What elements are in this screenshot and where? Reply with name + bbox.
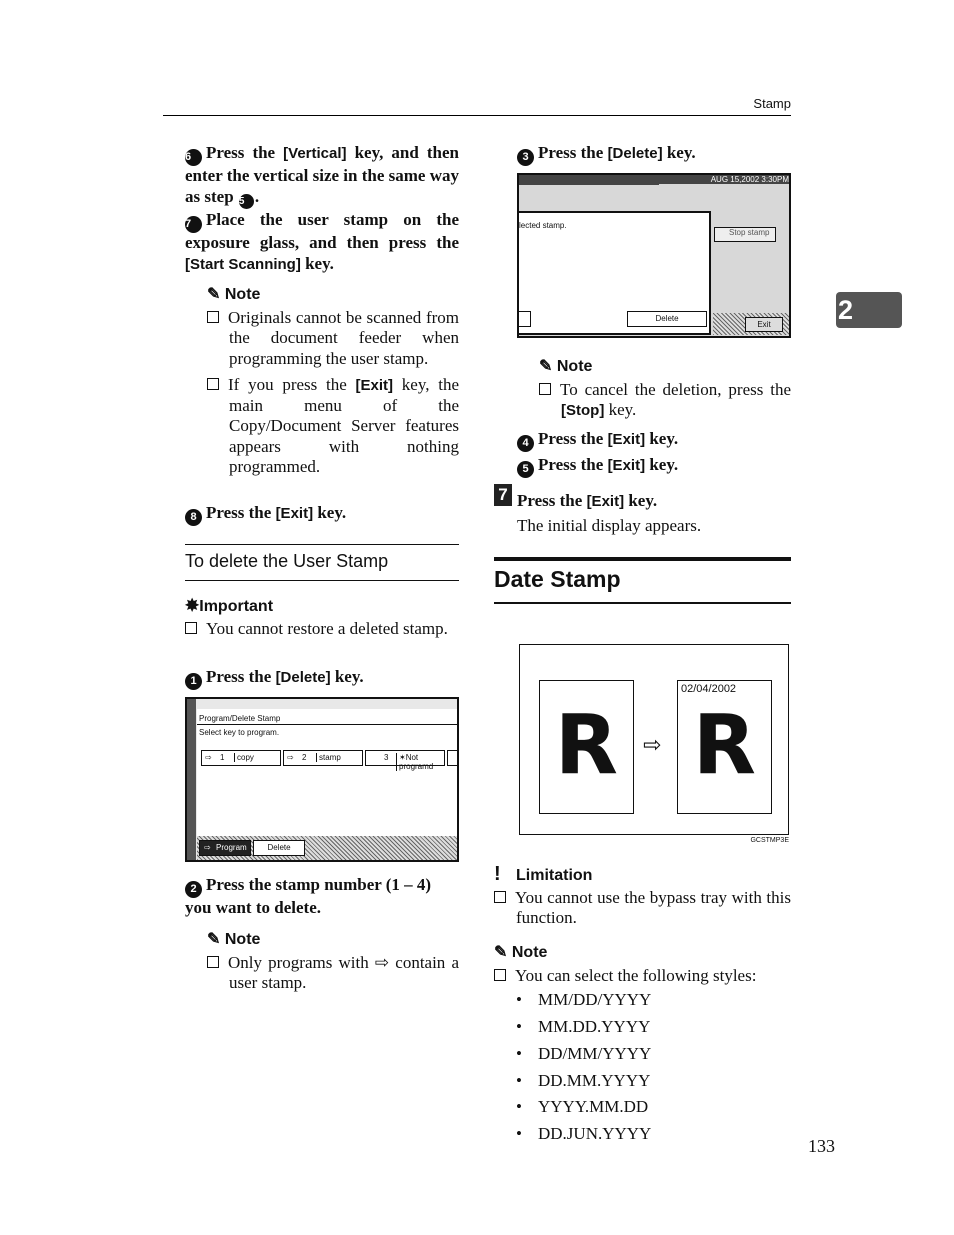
important-icon: ✸ [185, 596, 200, 615]
exclamation-icon: ! [494, 863, 501, 885]
exit-button[interactable]: Exit [745, 317, 783, 332]
list-item: • MM/DD/YYYY [516, 990, 652, 1010]
pencil-icon: ✎ [207, 286, 221, 303]
step-number: 8 [185, 509, 202, 526]
screen-left-strip [187, 699, 196, 860]
note-item: Originals cannot be scanned from the document feeder when programming the user stamp. [207, 308, 459, 369]
section-rule [185, 580, 459, 581]
date-stamp-figure [519, 644, 789, 835]
original-letter: R [554, 698, 619, 793]
important-block [185, 596, 459, 639]
stamp-key-3[interactable]: 3 ✶Not programd [365, 750, 445, 766]
note-block-4 [494, 942, 791, 1151]
program-arrow-icon: ⇨ [287, 753, 294, 762]
screen-divider [197, 724, 459, 725]
program-arrow-icon: ⇨ [205, 753, 212, 762]
exit-key: [Exit] [275, 505, 314, 522]
note-heading: ✎ Note [494, 944, 548, 961]
program-button[interactable]: ⇨ Program [199, 840, 251, 856]
list-item: • DD.JUN.YYYY [516, 1124, 652, 1144]
note-item: Only programs with ⇨ contain a user stamp. [207, 953, 459, 994]
note-heading: ✎ Note [207, 931, 261, 948]
step-number: 4 [517, 435, 534, 452]
header-rule [163, 115, 791, 116]
step-6: 6 Press the [Vertical] key, and then enter the vertical size in the same way as step 5 . [185, 143, 459, 207]
step-1: 1 Press the [Delete] key. [185, 667, 459, 690]
step-5: 5 Press the [Exit] key. [517, 455, 791, 478]
note-heading: ✎ Note [539, 358, 593, 375]
pencil-icon: ✎ [494, 944, 508, 961]
stamped-sheet [677, 680, 772, 814]
main-step-exit: Press the [Exit] key. [517, 491, 658, 510]
screen-title: Program/Delete Stamp [199, 714, 281, 723]
screen-right-edge [789, 175, 791, 336]
page-number: 133 [808, 1136, 835, 1156]
delete-button[interactable]: Delete [253, 840, 305, 856]
step-8: 8 Press the [Exit] key. [185, 503, 459, 526]
section-title: Date Stamp [494, 566, 621, 592]
limitation-heading: ! Limitation [494, 863, 593, 885]
side-stamp-button[interactable]: Stop stamp [714, 227, 776, 242]
step-7: 7 Place the user stamp on the exposure glass, and then press the [Start Scanning] key. [185, 210, 459, 273]
list-item: • YYYY.MM.DD [516, 1097, 649, 1117]
limitation-item: You cannot use the bypass tray with this function. [494, 888, 791, 929]
delete-key: [Delete] [607, 145, 663, 162]
stop-key: [Stop] [561, 402, 605, 420]
step-2: 2 Press the stamp number (1 – 4) you want to delete. [185, 875, 432, 917]
important-item: You cannot restore a deleted stamp. [185, 619, 459, 639]
step-3: 3 Press the [Delete] key. [517, 143, 791, 166]
dialog-message: lected stamp. [519, 221, 567, 230]
note-block-3 [539, 356, 791, 422]
chapter-tab: 2 [836, 292, 902, 328]
stamped-letter: R [692, 698, 757, 793]
step-number: 3 [517, 149, 534, 166]
checkbox-icon [185, 622, 197, 634]
note-block-2 [207, 929, 459, 994]
delete-confirm-screen [517, 173, 791, 338]
section-rule-thick [494, 557, 791, 561]
confirm-delete-button[interactable]: Delete [627, 311, 707, 327]
delete-key: [Delete] [275, 669, 331, 686]
program-delete-stamp-screen [185, 697, 459, 862]
list-item: • DD.MM.YYYY [516, 1070, 651, 1090]
limitation-block [494, 863, 791, 929]
note-item: To cancel the deletion, press the [Stop] key. [539, 380, 791, 422]
arrow-right-icon: ⇨ [643, 733, 662, 758]
screen-datetime: AUG 15,2002 3:30PM [659, 175, 789, 184]
step-number: 2 [185, 881, 202, 898]
checkbox-icon [207, 956, 219, 968]
pencil-icon: ✎ [207, 931, 221, 948]
list-item: • MM.DD.YYYY [516, 1017, 651, 1037]
exit-key: [Exit] [607, 431, 646, 448]
dialog-left-button-partial[interactable] [519, 311, 531, 327]
vertical-key: [Vertical] [283, 145, 347, 162]
original-sheet [539, 680, 634, 814]
step-result: The initial display appears. [517, 516, 702, 535]
figure-code: GCSTMP3E [750, 837, 789, 844]
step-number: 5 [517, 461, 534, 478]
exit-key: [Exit] [586, 493, 625, 510]
checkbox-icon [494, 891, 506, 903]
stamp-date: 02/04/2002 [681, 683, 737, 695]
program-arrow-icon: ⇨ [374, 953, 390, 972]
step-number: 1 [185, 673, 202, 690]
step-4: 4 Press the [Exit] key. [517, 429, 791, 452]
note-item: You can select the following styles: [494, 966, 791, 986]
running-header: Stamp [753, 96, 791, 111]
stamp-key-1[interactable]: ⇨ 1 copy [201, 750, 281, 766]
screen-topbar [519, 175, 659, 185]
exit-key: [Exit] [607, 457, 646, 474]
step-number: 7 [185, 216, 202, 233]
checkbox-icon [207, 378, 219, 390]
checkbox-icon [207, 311, 219, 323]
start-scanning-key: [Start Scanning] [185, 255, 301, 273]
checkbox-icon [539, 383, 551, 395]
style-list [494, 990, 791, 1144]
section-title: To delete the User Stamp [185, 551, 389, 571]
step-number: 6 [185, 149, 202, 166]
exit-key: [Exit] [355, 376, 394, 394]
important-heading: ✸Important [185, 596, 274, 615]
section-rule [494, 602, 791, 604]
program-arrow-icon: ⇨ [204, 843, 211, 852]
main-step-number: 7 [494, 484, 512, 506]
note-block-1 [207, 284, 459, 477]
checkbox-icon [494, 969, 506, 981]
stamp-key-2[interactable]: ⇨ 2 stamp [283, 750, 363, 766]
screen-subtitle: Select key to program. [199, 728, 280, 737]
list-item: • DD/MM/YYYY [516, 1043, 652, 1063]
stamp-key-4-partial[interactable] [447, 750, 459, 766]
note-heading: ✎ Note [207, 286, 261, 303]
step-ref: 5 [239, 194, 254, 209]
pencil-icon: ✎ [539, 358, 553, 375]
note-item: If you press the [Exit] key, the main menu of the Copy/Document Server features appears with nothing programmed. [207, 375, 459, 477]
section-rule [185, 544, 459, 545]
